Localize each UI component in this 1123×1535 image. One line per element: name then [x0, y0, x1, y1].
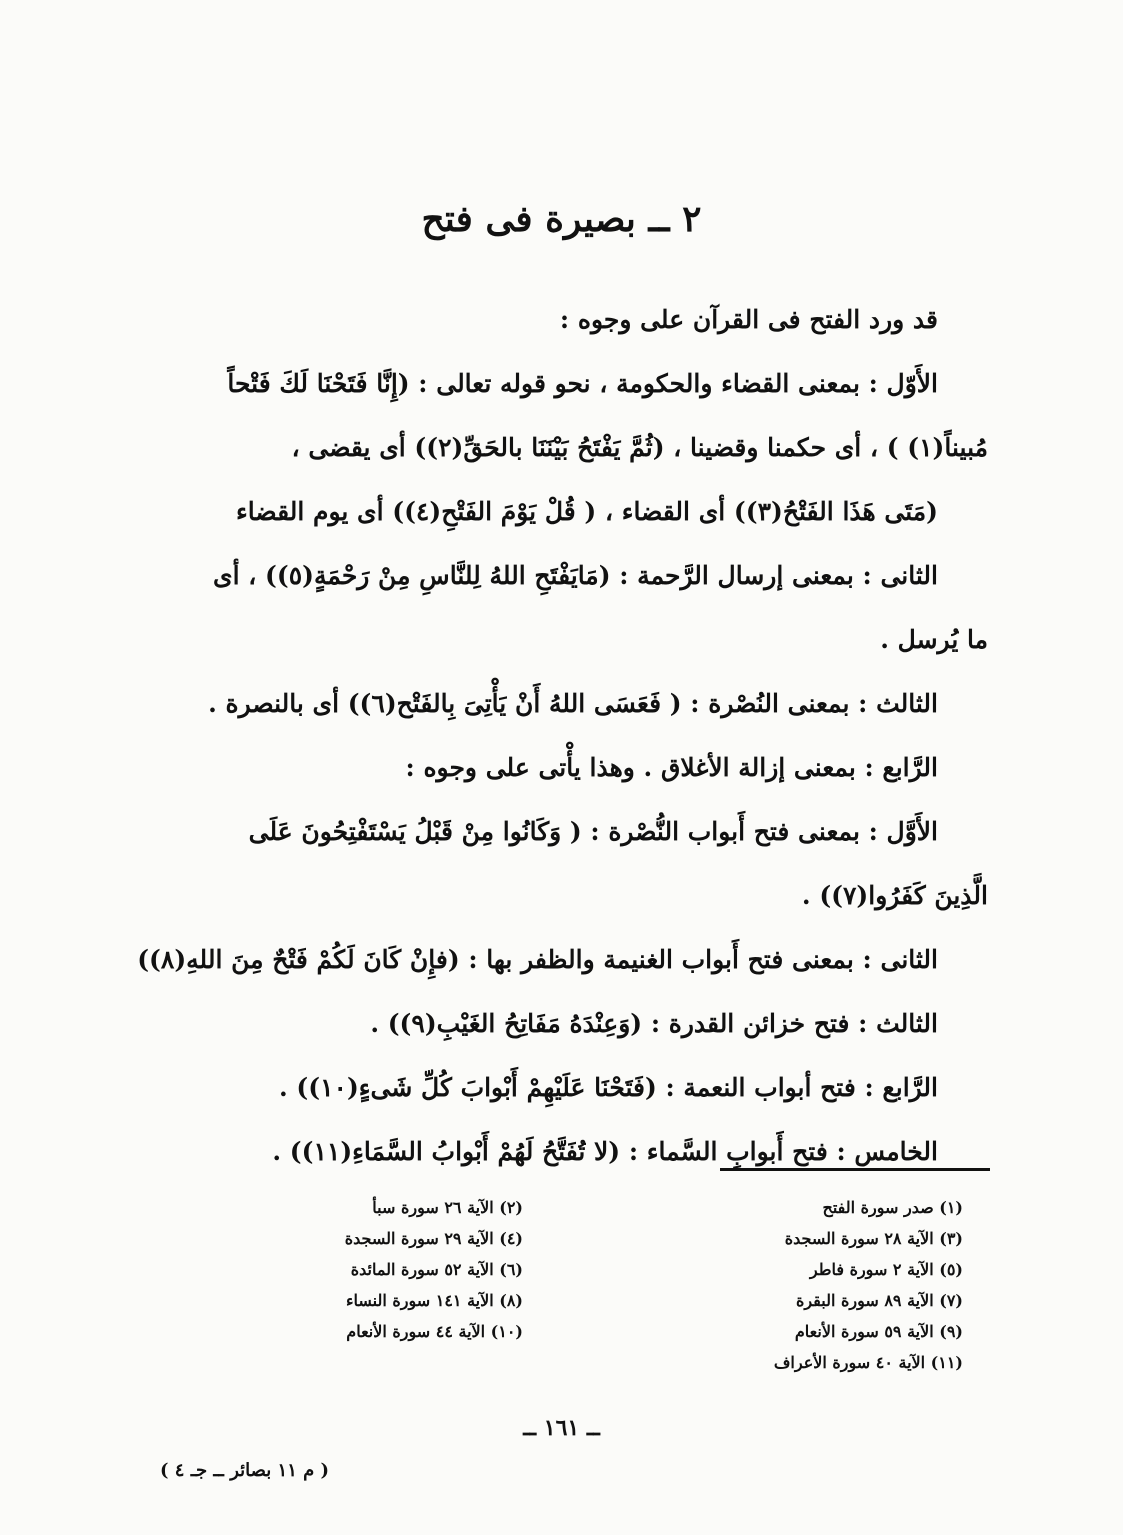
body-line: الرَّابع : فتح أبواب النعمة : (فَتَحْنَا عَلَيْهِمْ أَبْوابَ كُلِّ شَىءٍ(١٠)) .: [279, 1073, 938, 1102]
body-line: الخامس : فتح أَبوابِ السَّماء : (لا تُفَتَّحُ لَهُمْ أَبْوابُ السَّمَاءِ(١١)) .: [272, 1137, 938, 1166]
footnote: (٦) الآية ٥٢ سورة المائدة: [350, 1260, 523, 1279]
body-text: [133, 288, 988, 1184]
footnote: (٤) الآية ٢٩ سورة السجدة: [344, 1229, 523, 1248]
body-line: الثالث : بمعنى النُصْرة : ( فَعَسَى اللهُ أَنْ يَأْتِىَ بِالفَتْح(٦)) أى بالنصرة .: [208, 689, 938, 718]
section-title: ٢ ــ بصيرة فى فتح: [421, 198, 702, 240]
footnotes-column-right: [633, 1192, 963, 1378]
footnote: (١) صدر سورة الفتح: [822, 1198, 963, 1217]
body-line: الأَوَّل : بمعنى فتح أَبواب النُّصْرة : ( وَكَانُوا مِنْ قَبْلُ يَسْتَفْتِحُونَ عَلَى: [248, 817, 938, 846]
printer-signature: ( م ١١ بصائر ــ جـ ٤ ): [160, 1460, 330, 1481]
page-number: ــ ١٦١ ــ: [523, 1415, 600, 1441]
body-line: ما يُرسل .: [880, 625, 988, 654]
body-line: (مَتَى هَذَا الفَتْحُ(٣)) أى القضاء ، ( قُلْ يَوْمَ الفَتْحِ(٤)) أى يوم القضاء: [236, 497, 938, 526]
footnotes-column-left: [193, 1192, 523, 1347]
footnote: (١٠) الآية ٤٤ سورة الأنعام: [346, 1322, 523, 1341]
footnote: (٢) الآية ٢٦ سورة سبأ: [372, 1198, 523, 1217]
body-line: الرَّابع : بمعنى إزالة الأغلاق . وهذا يأْتى على وجوه :: [405, 753, 938, 782]
footnote-divider: [720, 1168, 990, 1171]
footnote: (٨) الآية ١٤١ سورة النساء: [345, 1291, 523, 1310]
body-line: الأَوّل : بمعنى القضاء والحكومة ، نحو قوله تعالى : (إِنَّا فَتَحْنَا لَكَ فَتْحاً: [227, 369, 938, 398]
body-line: الَّذِينَ كَفَرُوا(٧)) .: [801, 881, 988, 910]
footnote: (٣) الآية ٢٨ سورة السجدة: [784, 1229, 963, 1248]
footnote: (٧) الآية ٨٩ سورة البقرة: [795, 1291, 963, 1310]
body-line: الثالث : فتح خزائن القدرة : (وَعِنْدَهُ مَفَاتِحُ الغَيْبِ(٩)) .: [370, 1009, 938, 1038]
footnote: (١١) الآية ٤٠ سورة الأعراف: [773, 1353, 963, 1372]
footnote: (٥) الآية ٢ سورة فاطر: [809, 1260, 963, 1279]
footnote: (٩) الآية ٥٩ سورة الأنعام: [794, 1322, 963, 1341]
body-line: قد ورد الفتح فى القرآن على وجوه :: [559, 305, 938, 334]
body-line: مُبيناً(١) ) ، أى حكمنا وقضينا ، (ثُمَّ يَفْتَحُ بَيْنَنَا بالحَقِّ(٢)) أى يقضى ،: [291, 433, 988, 462]
body-line: الثانى : بمعنى إرسال الرَّحمة : (مَايَفْتَحِ اللهُ لِلنَّاسِ مِنْ رَحْمَةٍ(٥)) ، أى: [213, 561, 938, 590]
body-line: الثانى : بمعنى فتح أَبواب الغنيمة والظفر بها : (فإِنْ كَانَ لَكُمْ فَتْحٌ مِنَ اللهِ(٨)): [137, 945, 938, 974]
